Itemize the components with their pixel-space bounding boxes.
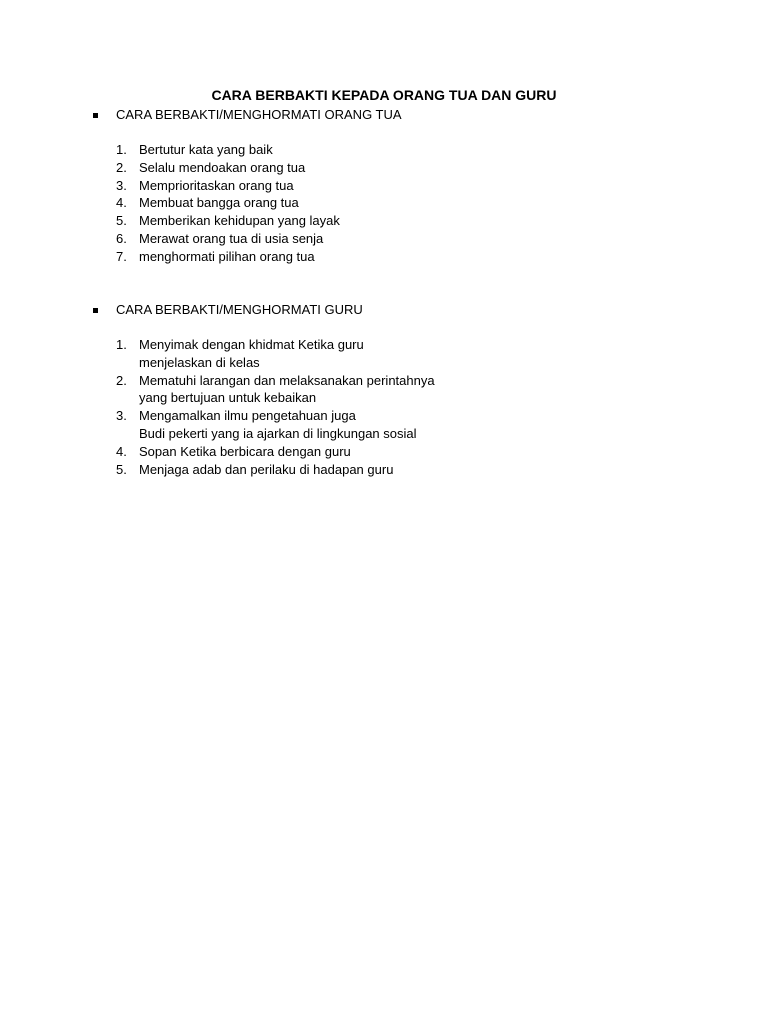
document-title: CARA BERBAKTI KEPADA ORANG TUA DAN GURU	[211, 87, 557, 103]
square-bullet-icon	[93, 308, 98, 313]
list-item	[0, 248, 768, 266]
list-item-number: 5.	[116, 213, 127, 229]
list-item-text: Menyimak dengan khidmat Ketika guru	[139, 337, 364, 352]
list-item-number: 2.	[116, 372, 127, 388]
list-item-text-continued: Budi pekerti yang ia ajarkan di lingkungan sosial	[139, 425, 417, 441]
list-item	[0, 194, 768, 212]
section-heading-line	[0, 106, 768, 124]
list-item-text: menghormati pilihan orang tua	[139, 248, 315, 264]
list-item	[0, 372, 768, 408]
list-item-text-continued: menjelaskan di kelas	[139, 354, 260, 370]
list-item-number: 4.	[116, 443, 127, 459]
list-item	[0, 159, 768, 177]
list-item	[0, 443, 768, 461]
section-heading: CARA BERBAKTI/MENGHORMATI ORANG TUA	[116, 107, 402, 122]
square-bullet-icon	[93, 113, 98, 118]
numbered-list	[0, 141, 768, 266]
list-item-number: 2.	[116, 159, 127, 175]
list-item-text: Membuat bangga orang tua	[139, 195, 299, 211]
list-item	[0, 230, 768, 248]
list-item	[0, 141, 768, 159]
list-item-text: Bertutur kata yang baik	[139, 142, 273, 157]
list-item	[0, 336, 768, 372]
list-item-number: 7.	[116, 248, 127, 264]
section-orang-tua	[0, 106, 768, 282]
section-guru	[0, 301, 768, 494]
list-item-number: 5.	[116, 461, 127, 477]
list-item	[0, 407, 768, 443]
list-item-text: Mengamalkan ilmu pengetahuan juga	[139, 408, 356, 424]
numbered-list	[0, 336, 768, 478]
list-item-text: Merawat orang tua di usia senja	[139, 230, 324, 246]
list-item-text: Mematuhi larangan dan melaksanakan perintahnya	[139, 372, 435, 388]
list-item-number: 6.	[116, 230, 127, 246]
list-item-number: 1.	[116, 337, 127, 352]
list-item	[0, 177, 768, 195]
list-item	[0, 461, 768, 479]
section-heading-line	[0, 301, 768, 319]
section-heading: CARA BERBAKTI/MENGHORMATI GURU	[116, 302, 363, 317]
list-item-text: Selalu mendoakan orang tua	[139, 159, 306, 175]
list-item-text: Memberikan kehidupan yang layak	[139, 213, 340, 229]
list-item-text-continued: yang bertujuan untuk kebaikan	[139, 390, 317, 406]
list-item-text: Memprioritaskan orang tua	[139, 177, 294, 193]
list-item-number: 4.	[116, 195, 127, 211]
list-item-number: 1.	[116, 142, 127, 157]
list-item-text: Sopan Ketika berbicara dengan guru	[139, 443, 351, 459]
list-item-number: 3.	[116, 177, 127, 193]
list-item-text: Menjaga adab dan perilaku di hadapan guru	[139, 461, 394, 477]
list-item	[0, 212, 768, 230]
list-item-number: 3.	[116, 408, 127, 424]
